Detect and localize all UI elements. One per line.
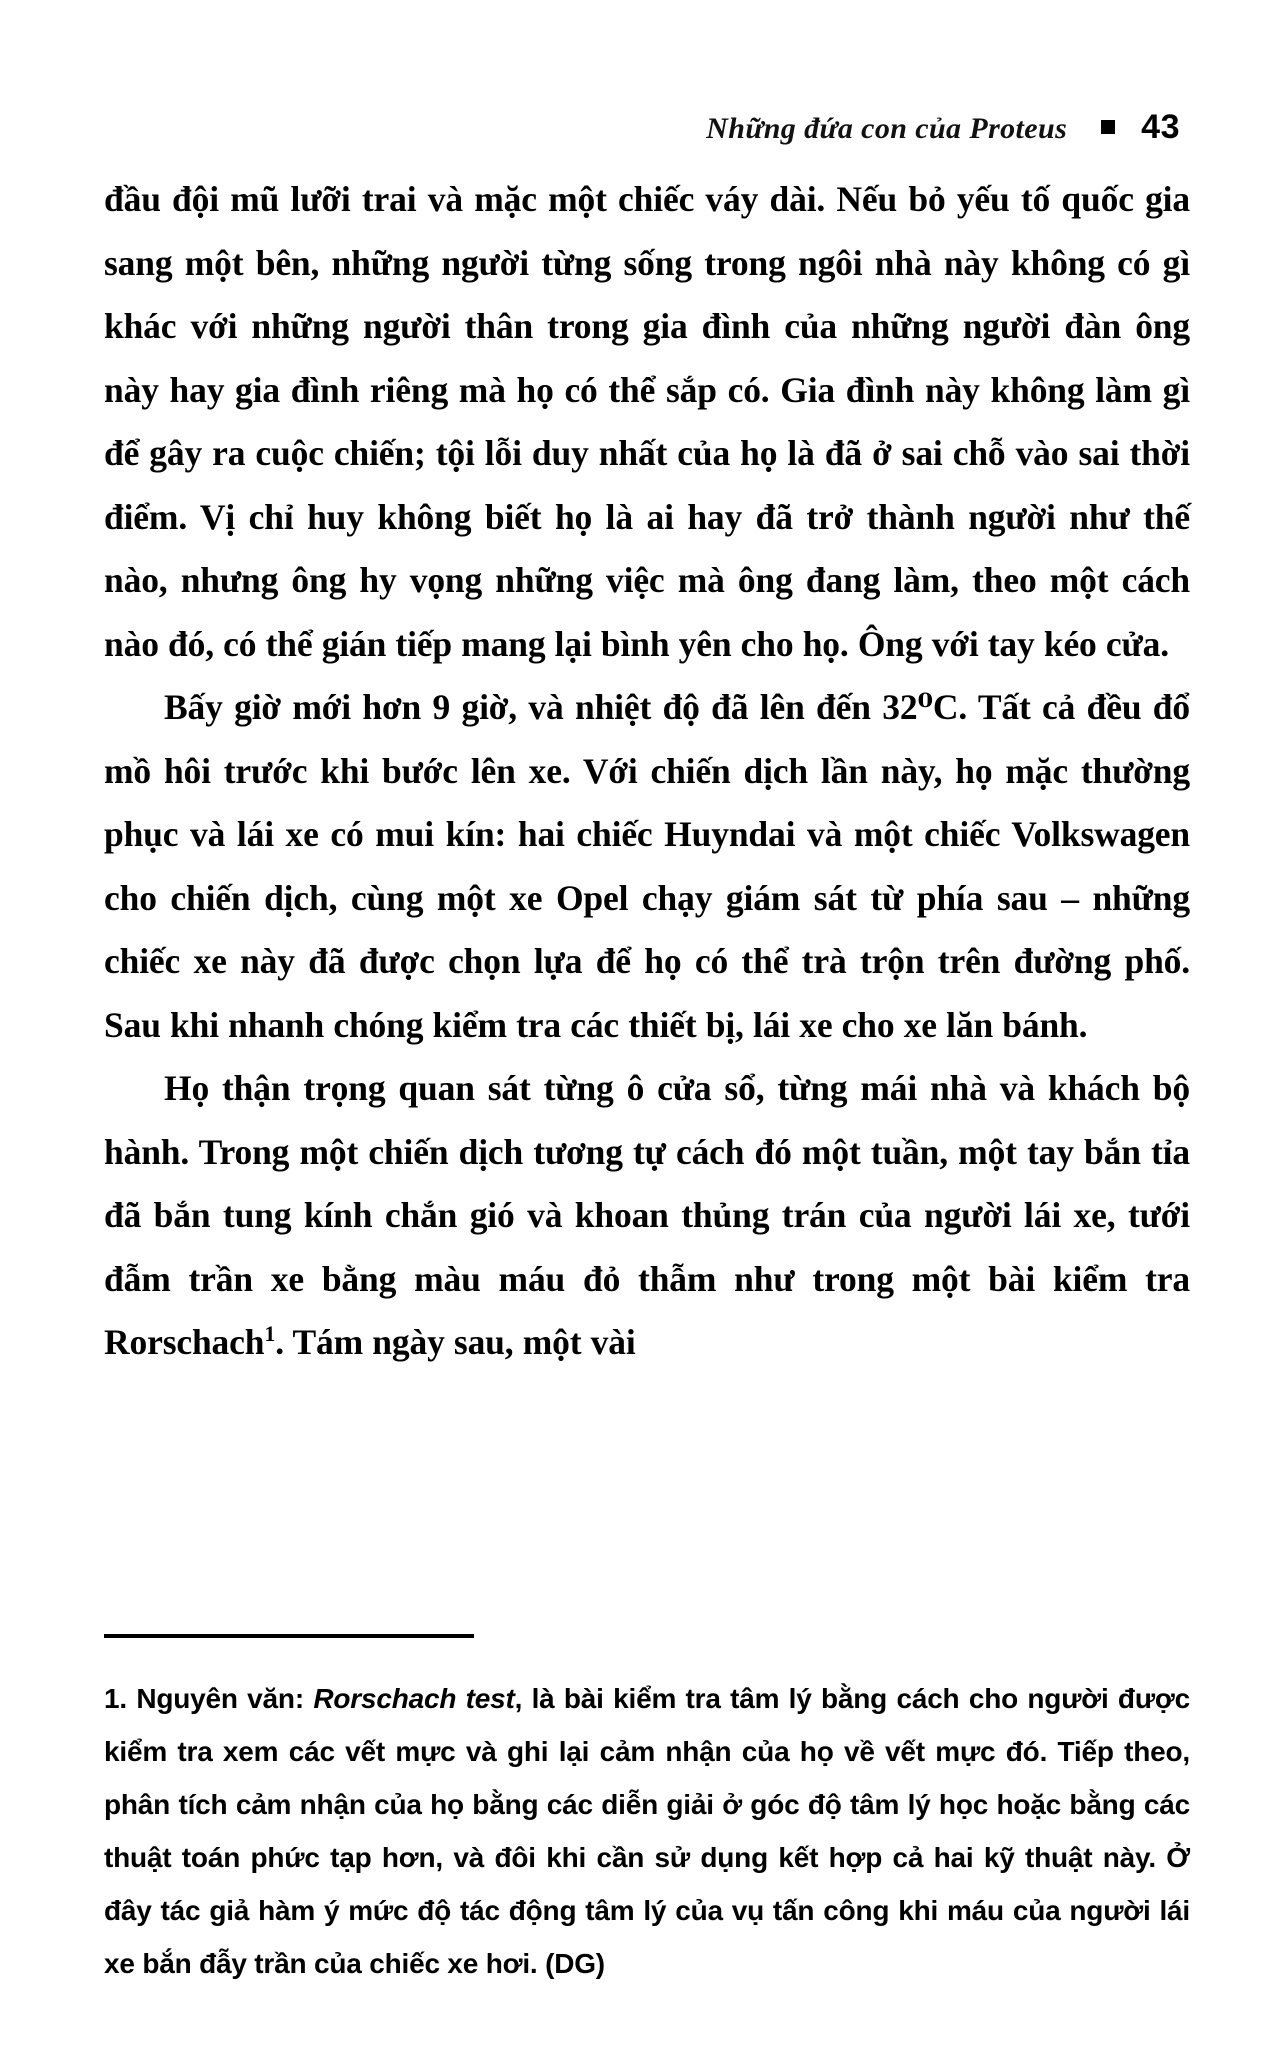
running-head-title: Những đứa con của Proteus	[706, 112, 1068, 145]
paragraph-3-text-after-note: . Tám ngày sau, một vài	[275, 1322, 636, 1362]
footnote-rest-text: , là bài kiểm tra tâm lý bằng cách cho người được kiểm tra xem các vết mực và ghi lại cảm nhận của họ về vết mực đó. Tiếp theo, phân tích cảm nhận của họ bằng các diễn giải ở góc độ tâm lý học hoặc bằng các thuật toán phức tạp hơn, và đôi khi cần sử dụng kết hợp cả hai kỹ thuật này. Ở đây tác giả hàm ý mức độ tác động tâm lý của vụ tấn công khi máu của người lái xe bắn đẫy trần của chiếc xe hơi. (DG)	[104, 1683, 1190, 1979]
paragraph-3-text-before-note: Họ thận trọng quan sát từng ô cửa sổ, từng mái nhà và khách bộ hành. Trong một chiến dịch tương tự cách đó một tuần, một tay bắn tỉa đã bắn tung kính chắn gió và khoan thủng trán của người lái xe, tưới đẫm trần xe bằng màu máu đỏ thẫm như trong một bài kiểm tra Rorschach	[104, 1068, 1190, 1362]
running-head	[108, 108, 1180, 152]
paragraph-1: đầu đội mũ lưỡi trai và mặc một chiếc váy dài. Nếu bỏ yếu tố quốc gia sang một bên, những người từng sống trong ngôi nhà này không có gì khác với những người thân trong gia đình của những người đàn ông này hay gia đình riêng mà họ có thể sắp có. Gia đình này không làm gì để gây ra cuộc chiến; tội lỗi duy nhất của họ là đã ở sai chỗ vào sai thời điểm. Vị chỉ huy không biết họ là ai hay đã trở thành người như thế nào, nhưng ông hy vọng những việc mà ông đang làm, theo một cách nào đó, có thể gián tiếp mang lại bình yên cho họ. Ông với tay kéo cửa.	[104, 179, 1190, 664]
paragraph-3	[104, 1057, 1190, 1375]
page-number: 43	[1141, 108, 1180, 146]
footnote-1	[104, 1672, 1190, 1990]
footnote-italic-term: Rorschach test	[313, 1683, 515, 1714]
body-text	[104, 168, 1190, 1375]
footnote-number: 1.	[104, 1683, 137, 1714]
paragraph-2: Bấy giờ mới hơn 9 giờ, và nhiệt độ đã lên đến 32⁰C. Tất cả đều đổ mồ hôi trước khi bước lên xe. Với chiến dịch lần này, họ mặc thường phục và lái xe có mui kín: hai chiếc Huyndai và một chiếc Volkswagen cho chiến dịch, cùng một xe Opel chạy giám sát từ phía sau – những chiếc xe này đã được chọn lựa để họ có thể trà trộn trên đường phố. Sau khi nhanh chóng kiểm tra các thiết bị, lái xe cho xe lăn bánh.	[104, 687, 1190, 1045]
square-bullet-icon	[1101, 120, 1115, 134]
footnote-lead-text: Nguyên văn:	[136, 1683, 314, 1714]
footnote-marker[interactable]: 1	[264, 1321, 276, 1347]
footnote-area	[104, 1634, 1190, 1990]
footnote-divider	[104, 1634, 474, 1638]
